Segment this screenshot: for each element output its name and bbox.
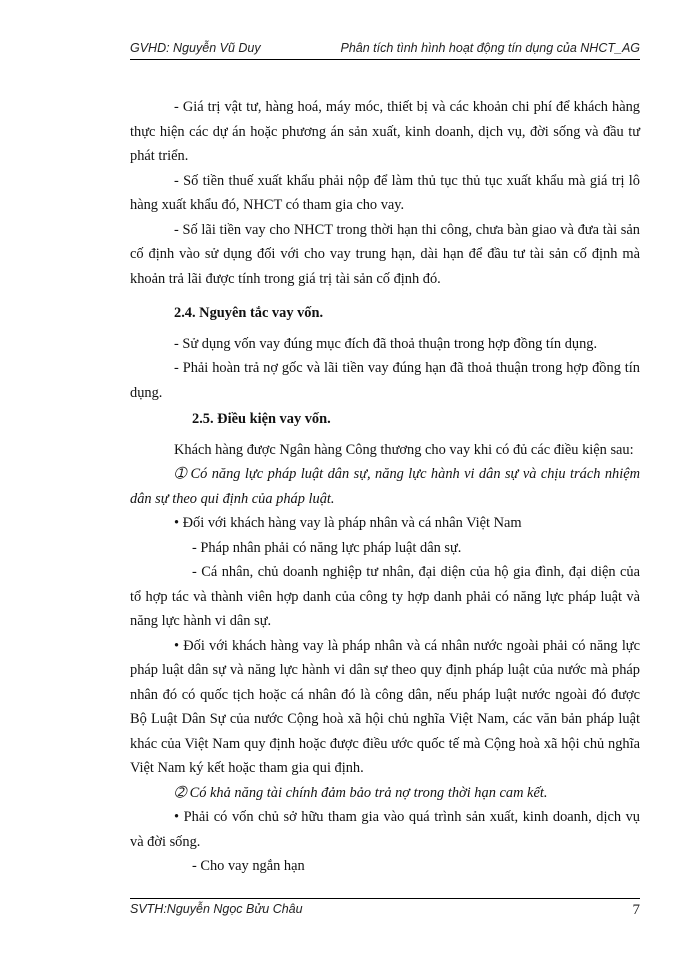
page-header [130,38,640,58]
paragraph: - Số lãi tiền vay cho NHCT trong thời hạn thi công, chưa bàn giao và đưa tài sản cố định vào sử dụng đối với cho vay trung hạn, dài hạn để đầu tư tài sản cố định mà khoản trả lãi được tính trong giá trị tài sản cố định đó. [130,221,640,287]
condition-1: ➀ Có năng lực pháp luật dân sự, năng lực hành vi dân sự và chịu trách nhiệm dân sự theo qui định của pháp luật. [130,466,640,507]
paragraph: - Cá nhân, chủ doanh nghiệp tư nhân, đại diện của hộ gia đình, đại diện của tổ hợp tác và thành viên hợp danh của công ty hợp danh phải có năng lực pháp luật và năng lực hành vi dân sự. [130,564,640,629]
section-heading-2-5: 2.5. Điều kiện vay vốn. [192,411,331,427]
header-divider [130,59,640,60]
footer-divider [130,898,640,899]
header-advisor: GVHD: Nguyễn Vũ Duy [130,41,261,55]
paragraph: - Pháp nhân phải có năng lực pháp luật dân sự. [192,539,462,556]
page-footer [130,902,640,922]
page-number: 7 [632,902,640,918]
paragraph: - Giá trị vật tư, hàng hoá, máy móc, thiết bị và các khoản chi phí để khách hàng thực hiện các dự án hoặc phương án sản xuất, kinh doanh, dịch vụ, đời sống và đầu tư phát triển. [130,99,640,164]
paragraph: - Phải hoàn trả nợ gốc và lãi tiền vay đúng hạn đã thoả thuận trong hợp đồng tín dụng. [130,360,640,401]
section-heading-2-4: 2.4. Nguyên tắc vay vốn. [174,305,324,321]
paragraph: Khách hàng được Ngân hàng Công thương cho vay khi có đủ các điều kiện sau: [174,441,634,458]
footer-student: SVTH:Nguyễn Ngọc Bửu Châu [130,902,303,916]
paragraph: - Sử dụng vốn vay đúng mục đích đã thoả thuận trong hợp đồng tín dụng. [174,335,598,352]
bullet-item: • Đối với khách hàng vay là pháp nhân và cá nhân nước ngoài phải có năng lực pháp luật dân sự và năng lực hành vi dân sự theo quy định pháp luật của nước mà pháp nhân đó có quốc tịch hoặc cá nhân đó là công dân, nếu pháp luật nước ngoài đó được Bộ Luật Dân Sự của nước Cộng hoà xã hội chủ nghĩa Việt Nam, các văn bản pháp luật khác của Việt Nam quy định hoặc được điều ước quốc tế mà Cộng hoà xã hội chủ nghĩa Việt Nam ký kết hoặc tham gia qui định. [130,637,640,776]
header-title: Phân tích tình hình hoạt động tín dụng của NHCT_AG [340,41,640,55]
paragraph: - Cho vay ngắn hạn [192,858,305,874]
bullet-item: • Phải có vốn chủ sở hữu tham gia vào quá trình sản xuất, kinh doanh, dịch vụ và đời sống. [130,809,640,850]
bullet-item: • Đối với khách hàng vay là pháp nhân và cá nhân Việt Nam [174,515,522,531]
document-body [130,95,640,879]
paragraph: - Số tiền thuế xuất khẩu phải nộp để làm thủ tục thủ tục xuất khẩu mà giá trị lô hàng xuất khẩu đó, NHCT có tham gia cho vay. [130,172,640,213]
condition-2: ➁ Có khả năng tài chính đảm bảo trả nợ trong thời hạn cam kết. [174,784,548,801]
